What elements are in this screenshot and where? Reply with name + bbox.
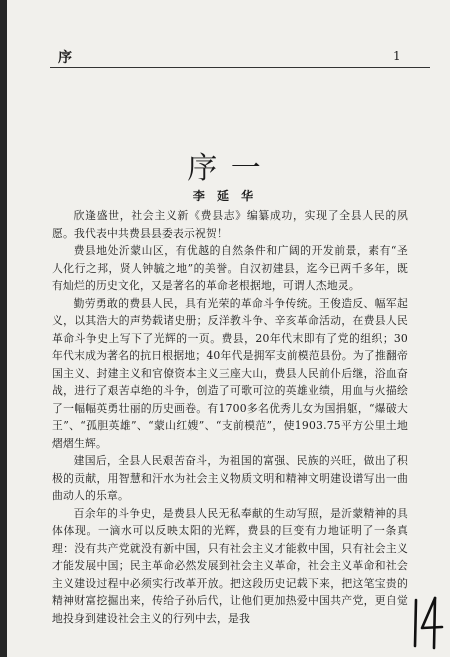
body-text: [52, 207, 408, 627]
handwritten-page-mark: [408, 594, 446, 650]
paragraph-3: 勤劳勇敢的费县人民，具有光荣的革命斗争传统。王俊造反、幅军起义，以其浩大的声势载诸史册；反洋教斗争、辛亥革命活动，在费县人民革命斗争史上写下了光辉的一页。费县，20年代末即有了党的组织；30年代末成为著名的抗日根据地；40年代是拥军支前模范县份。为了推翻帝国主义、封建主义和官僚资本主义三座大山，费县人民前仆后继，浴血奋战，进行了艰苦卓绝的斗争，创造了可歌可泣的英雄业绩，用血与火描绘了一幅幅英勇壮丽的历史画卷。有1700多名优秀儿女为国捐躯，“爆破大王”、“孤胆英雄”、“蒙山红嫂”、“支前模范”，使1903.75平方公里土地熠熠生辉。: [52, 296, 408, 450]
paragraph-5: 百余年的斗争史，是费县人民无私奉献的生动写照，是沂蒙精神的具体体现。一滴水可以反映太阳的光辉，费县的巨变有力地证明了一条真理：没有共产党就没有新中国，只有社会主义才能救中国，只有社会主义才能发展中国；民主革命必然发展到社会主义革命，社会主义革命和社会主义建设过程中必须实行改革开放。把这段历史记载下来，把这笔宝贵的精神财富挖掘出来，传给子孙后代，让他们更加热爱中国共产党，更自觉地投身到建设社会主义的行列中去，是我: [52, 506, 408, 625]
header-rule: [50, 67, 430, 68]
paragraph-2: 费县地处沂蒙山区，有优越的自然条件和广阔的开发前景，素有“圣人化行之邦，贤人钟毓之地”的美誉。自汉初建县，迄今已两千多年，既有灿烂的历史文化，又是著名的革命老根据地，可谓人杰地灵。: [52, 244, 408, 292]
page-number: 1: [393, 49, 401, 63]
paragraph-1: 欣逢盛世，社会主义新《费县志》编纂成功，实现了全县人民的夙愿。我代表中共费县县委表示祝贺！: [52, 209, 408, 240]
running-head-title: 序: [58, 50, 72, 66]
author-name: 李 延 华: [192, 189, 258, 203]
page-edge-shadow: [0, 0, 7, 657]
chapter-title: 序 一: [187, 151, 263, 186]
paragraph-4: 建国后，全县人民艰苦奋斗，为祖国的富强、民族的兴旺，做出了积极的贡献，用智慧和汗水为社会主义物质文明和精神文明建设谱写出一曲曲动人的乐章。: [52, 454, 408, 502]
